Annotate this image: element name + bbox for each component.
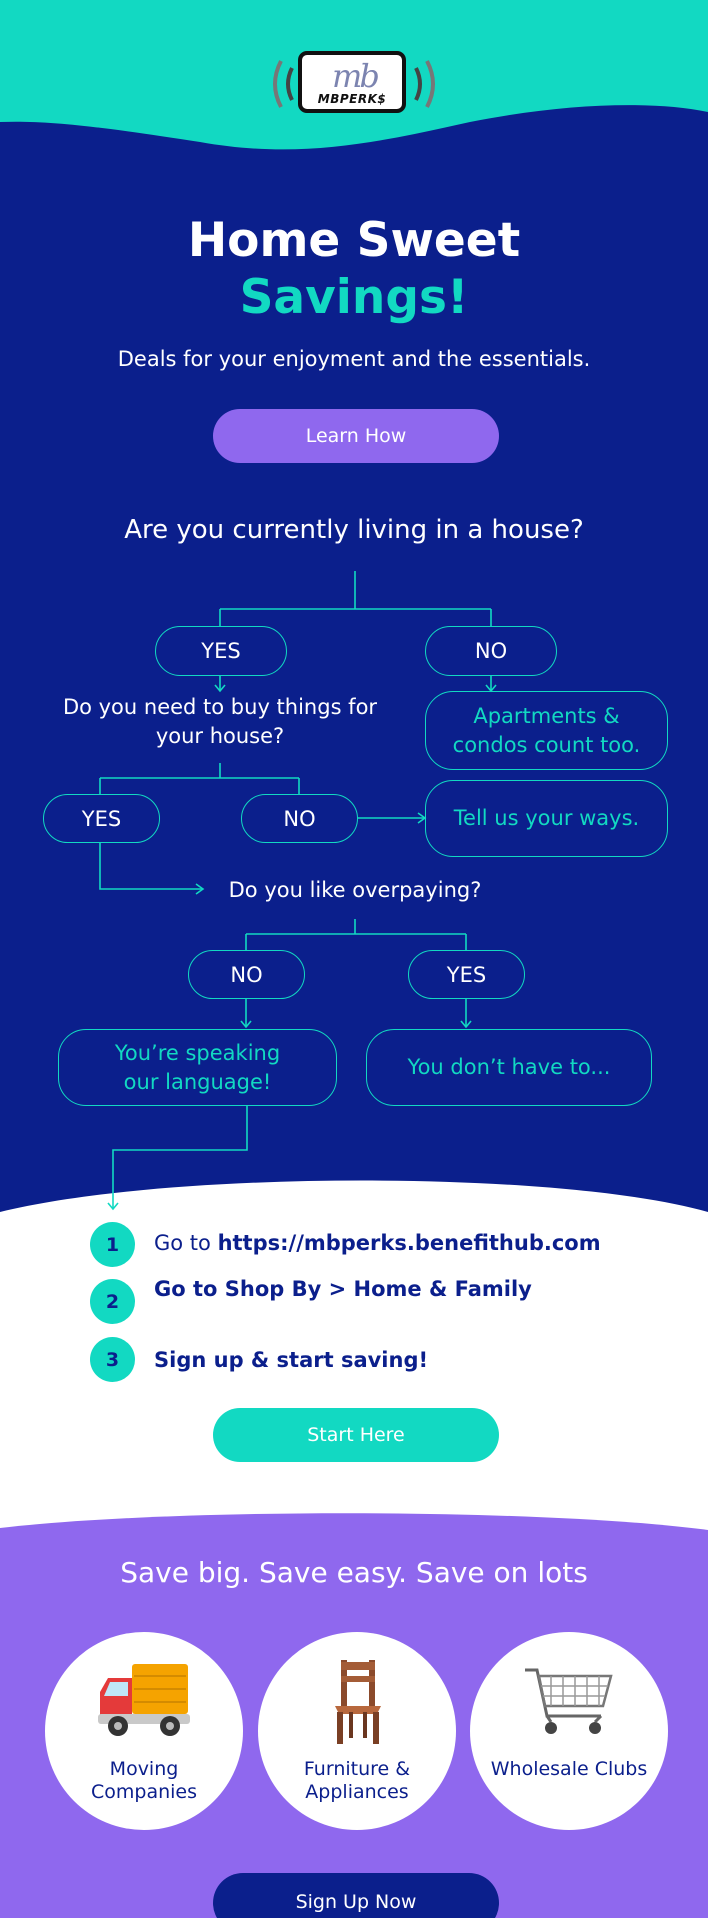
q2-no-node: NO	[241, 794, 358, 843]
learn-how-button[interactable]: Learn How	[213, 409, 499, 463]
q3-no-result: You’re speaking our language!	[58, 1029, 337, 1106]
step-number: 3	[90, 1337, 135, 1382]
q1-no-result: Apartments & condos count too.	[425, 691, 668, 770]
step-prefix: Go to	[154, 1231, 218, 1255]
flow-question-1: Are you currently living in a house?	[124, 515, 584, 545]
categories-title: Save big. Save easy. Save on lots	[120, 1556, 588, 1589]
q3-no-node: NO	[188, 950, 305, 999]
category-label: Wholesale Clubs	[490, 1758, 648, 1780]
moving-truck-icon	[94, 1656, 194, 1746]
step-text	[154, 1231, 601, 1255]
q1-yes-node: YES	[155, 626, 287, 676]
category-moving[interactable]	[45, 1632, 243, 1830]
start-here-button[interactable]: Start Here	[213, 1408, 499, 1462]
step-text: Sign up & start saving!	[154, 1348, 429, 1372]
hero-title: Home Sweet	[187, 213, 521, 268]
q2-yes-node: YES	[43, 794, 160, 843]
benefithub-link[interactable]: https://mbperks.benefithub.com	[217, 1231, 601, 1255]
category-label: Moving Companies	[90, 1758, 197, 1803]
q3-yes-node: YES	[408, 950, 525, 999]
logo-monogram: mb	[332, 57, 377, 95]
flow-question-3: Do you like overpaying?	[228, 878, 482, 902]
shopping-cart-icon	[519, 1656, 619, 1746]
q2-no-result: Tell us your ways.	[425, 780, 668, 857]
sign-up-now-button[interactable]: Sign Up Now	[213, 1873, 499, 1918]
step-number: 2	[90, 1279, 135, 1324]
hero-title-highlight: Savings!	[239, 270, 469, 325]
q3-yes-result: You don’t have to...	[366, 1029, 652, 1106]
logo-name: MBPERK$	[317, 92, 387, 106]
chair-icon	[307, 1656, 407, 1746]
step-number: 1	[90, 1222, 135, 1267]
category-label: Furniture & Appliances	[303, 1758, 411, 1803]
category-wholesale[interactable]	[470, 1632, 668, 1830]
hero-subtitle: Deals for your enjoyment and the essentials.	[117, 347, 591, 371]
q1-no-node: NO	[425, 626, 557, 676]
flow-question-2: Do you need to buy things for your house?	[62, 695, 378, 748]
category-furniture[interactable]	[258, 1632, 456, 1830]
step-text: Go to Shop By > Home & Family	[154, 1277, 532, 1301]
